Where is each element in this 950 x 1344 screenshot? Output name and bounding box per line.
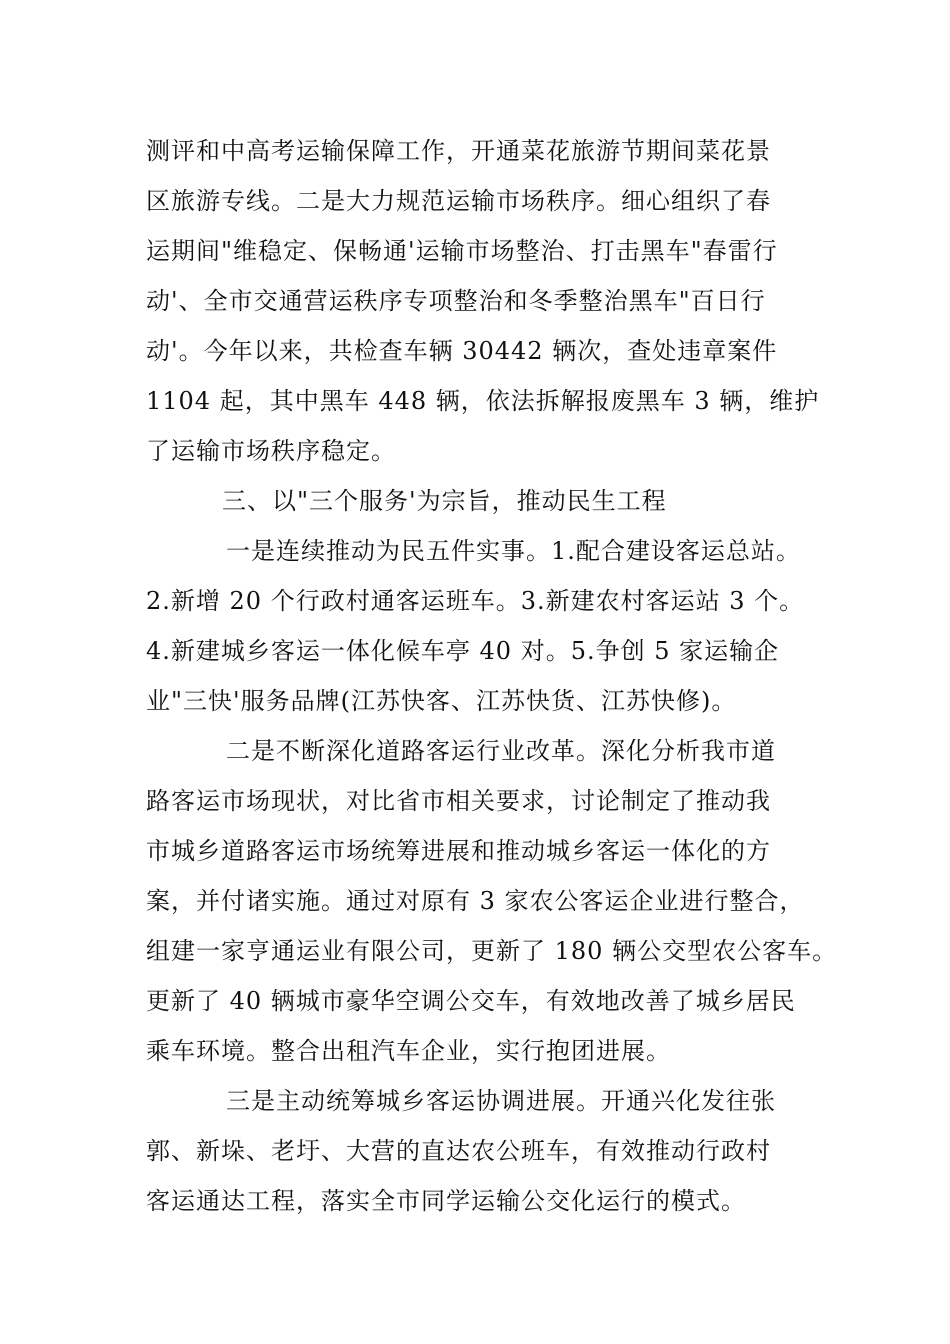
text-line: 测评和中高考运输保障工作，开通菜花旅游节期间菜花景 <box>146 137 771 165</box>
paragraph-start: 一是连续推动为民五件实事。1.配合建设客运总站。 <box>226 537 801 565</box>
text-line: 组建一家亨通运业有限公司，更新了 180 辆公交型农公客车。 <box>146 937 838 965</box>
paragraph-start: 三是主动统筹城乡客运协调进展。开通兴化发往张 <box>226 1087 776 1115</box>
text-line: 郭、新垛、老圩、大营的直达农公班车，有效推动行政村 <box>146 1137 771 1165</box>
text-line: 乘车环境。整合出租汽车企业，实行抱团进展。 <box>146 1037 671 1065</box>
text-line: 更新了 40 辆城市豪华空调公交车，有效地改善了城乡居民 <box>146 987 796 1015</box>
text-line: 2.新增 20 个行政村通客运班车。3.新建农村客运站 3 个。 <box>146 587 805 615</box>
text-line: 案，并付诸实施。通过对原有 3 家农公客运企业进行整合， <box>146 887 805 915</box>
text-line: 动'、全市交通营运秩序专项整治和冬季整治黑车"百日行 <box>146 287 766 315</box>
text-line: 动'。今年以来，共检查车辆 30442 辆次，查处违章案件 <box>146 337 778 365</box>
text-line: 市城乡道路客运市场统筹进展和推动城乡客运一体化的方 <box>146 837 771 865</box>
text-line: 了运输市场秩序稳定。 <box>146 437 396 465</box>
text-line: 业"三快'服务品牌(江苏快客、江苏快货、江苏快修)。 <box>146 687 737 715</box>
text-line: 路客运市场现状，对比省市相关要求，讨论制定了推动我 <box>146 787 771 815</box>
text-line: 客运通达工程，落实全市同学运输公交化运行的模式。 <box>146 1187 746 1215</box>
text-line: 运期间"维稳定、保畅通'运输市场整治、打击黑车"春雷行 <box>146 237 778 265</box>
text-line: 区旅游专线。二是大力规范运输市场秩序。细心组织了春 <box>146 187 771 215</box>
text-line: 4.新建城乡客运一体化候车亭 40 对。5.争创 5 家运输企 <box>146 637 780 665</box>
section-heading: 三、以"三个服务'为宗旨，推动民生工程 <box>222 487 667 515</box>
text-line: 1104 起，其中黑车 448 辆，依法拆解报废黑车 3 辆，维护 <box>146 387 820 415</box>
paragraph-start: 二是不断深化道路客运行业改革。深化分析我市道 <box>226 737 776 765</box>
